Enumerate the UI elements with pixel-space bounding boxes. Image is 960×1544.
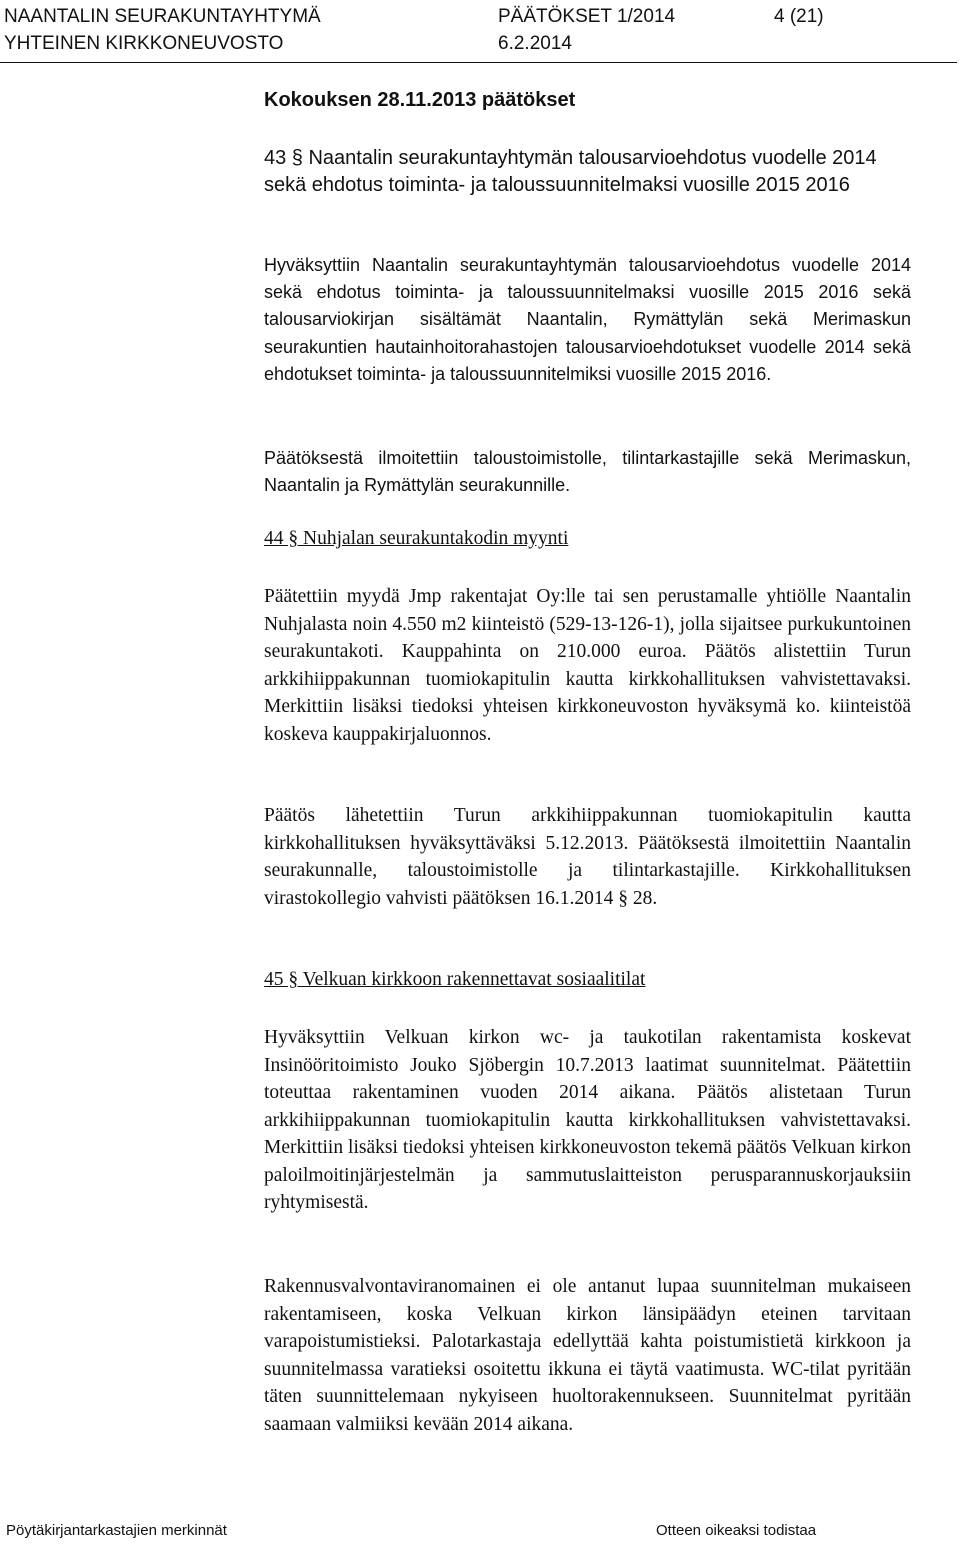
decisions-label: PÄÄTÖKSET 1/2014	[498, 6, 676, 27]
page-number: 4 (21)	[774, 6, 824, 27]
footer-certification: Otteen oikeaksi todistaa	[656, 1522, 817, 1539]
header-divider	[0, 62, 957, 63]
section-44-paragraph-1: Päätettiin myydä Jmp rakentajat Oy:lle tai sen perustamalle yhtiölle Naantalin Nuhjalasta noin 4.550 m2 kiinteistö (529-13-126-1), jolla sijaitsee purkukuntoinen seurakuntakoti. Kauppahinta on 210.000 euroa. Päätös alistettiin Turun arkkihiippakunnan tuomiokapitulin kautta kirkkohallituksen vahvistettavaksi. Merkittiin lisäksi tiedoksi yhteisen kirkkoneuvoston hyväksymä ko. kiinteistöä koskeva kauppakirjaluonnos.	[264, 586, 911, 745]
section-45-paragraph-2: Rakennusvalvontaviranomainen ei ole antanut lupaa suunnitelman mukaiseen rakentamiseen, koska Velkuan kirkon länsipäädyn eteinen tarvitaan varapoistumistieksi. Palotarkastaja edellyttää kahta poistumistietä kirkkoon ja suunnitelmassa varatieksi osoitettu ikkuna ei täytä vaatimusta. WC-tilat pyritään täten suunnittelemaan nykyiseen huoltorakennukseen. Suunnitelmat pyritään saamaan valmiiksi kevään 2014 aikana.	[264, 1276, 911, 1435]
meeting-title: Kokouksen 28.11.2013 päätökset	[264, 89, 576, 111]
section-44-paragraph-2: Päätös lähetettiin Turun arkkihiippakunnan tuomiokapitulin kautta kirkkohallituksen hyväksyttäväksi 5.12.2013. Päätöksestä ilmoitettiin Naantalin seurakunnalle, taloustoimistolle ja tilintarkastajille. Kirkkohallituksen virastokollegio vahvisti päätöksen 16.1.2014 § 28.	[264, 805, 911, 909]
section-43-title: 43 § Naantalin seurakuntayhtymän talousarvioehdotus vuodelle 2014 sekä ehdotus toiminta- ja taloussuunnitelmaksi vuosille 2015 2016	[264, 147, 877, 196]
section-43-paragraph-1: Hyväksyttiin Naantalin seurakuntayhtymän talousarvioehdotus vuodelle 2014 sekä ehdotus toiminta- ja taloussuunnitelmaksi vuosille 2015 2016 sekä talousarviokirjan sisältämät Naantalin, Rymättylän sekä Merimaskun seurakuntien hautainhoitorahastojen talousarvioehdotukset vuodelle 2014 sekä ehdotukset toiminta- ja taloussuunnitelmiksi vuosille 2015 2016.	[264, 255, 911, 384]
organization-name: NAANTALIN SEURAKUNTAYHTYMÄ	[4, 6, 321, 27]
section-43-paragraph-2: Päätöksestä ilmoitettiin taloustoimistolle, tilintarkastajille sekä Merimaskun, Naantalin ja Rymättylän seurakunnille.	[264, 448, 911, 496]
section-45-paragraph-1: Hyväksyttiin Velkuan kirkon wc- ja taukotilan rakentamista koskevat Insinööritoimisto Jouko Sjöbergin 10.7.2013 laatimat suunnitelmat. Päätettiin toteuttaa rakentaminen vuoden 2014 aikana. Päätös alistetaan Turun arkkihiippakunnan tuomiokapitulin kautta kirkkohallituksen vahvistettavaksi. Merkittiin lisäksi tiedoksi yhteisen kirkkoneuvoston tekemä päätös Velkuan kirkon paloilmoitinjärjestelmän ja sammutuslaitteiston perusparannuskorjauksiin ryhtymisestä.	[264, 1027, 911, 1213]
footer-reviewer-notes: Pöytäkirjantarkastajien merkinnät	[6, 1522, 227, 1539]
document-date: 6.2.2014	[498, 33, 572, 54]
section-45-title: 45 § Velkuan kirkkoon rakennettavat sosiaalitilat	[264, 969, 646, 990]
section-44-title: 44 § Nuhjalan seurakuntakodin myynti	[264, 528, 569, 549]
council-name: YHTEINEN KIRKKONEUVOSTO	[4, 33, 284, 54]
